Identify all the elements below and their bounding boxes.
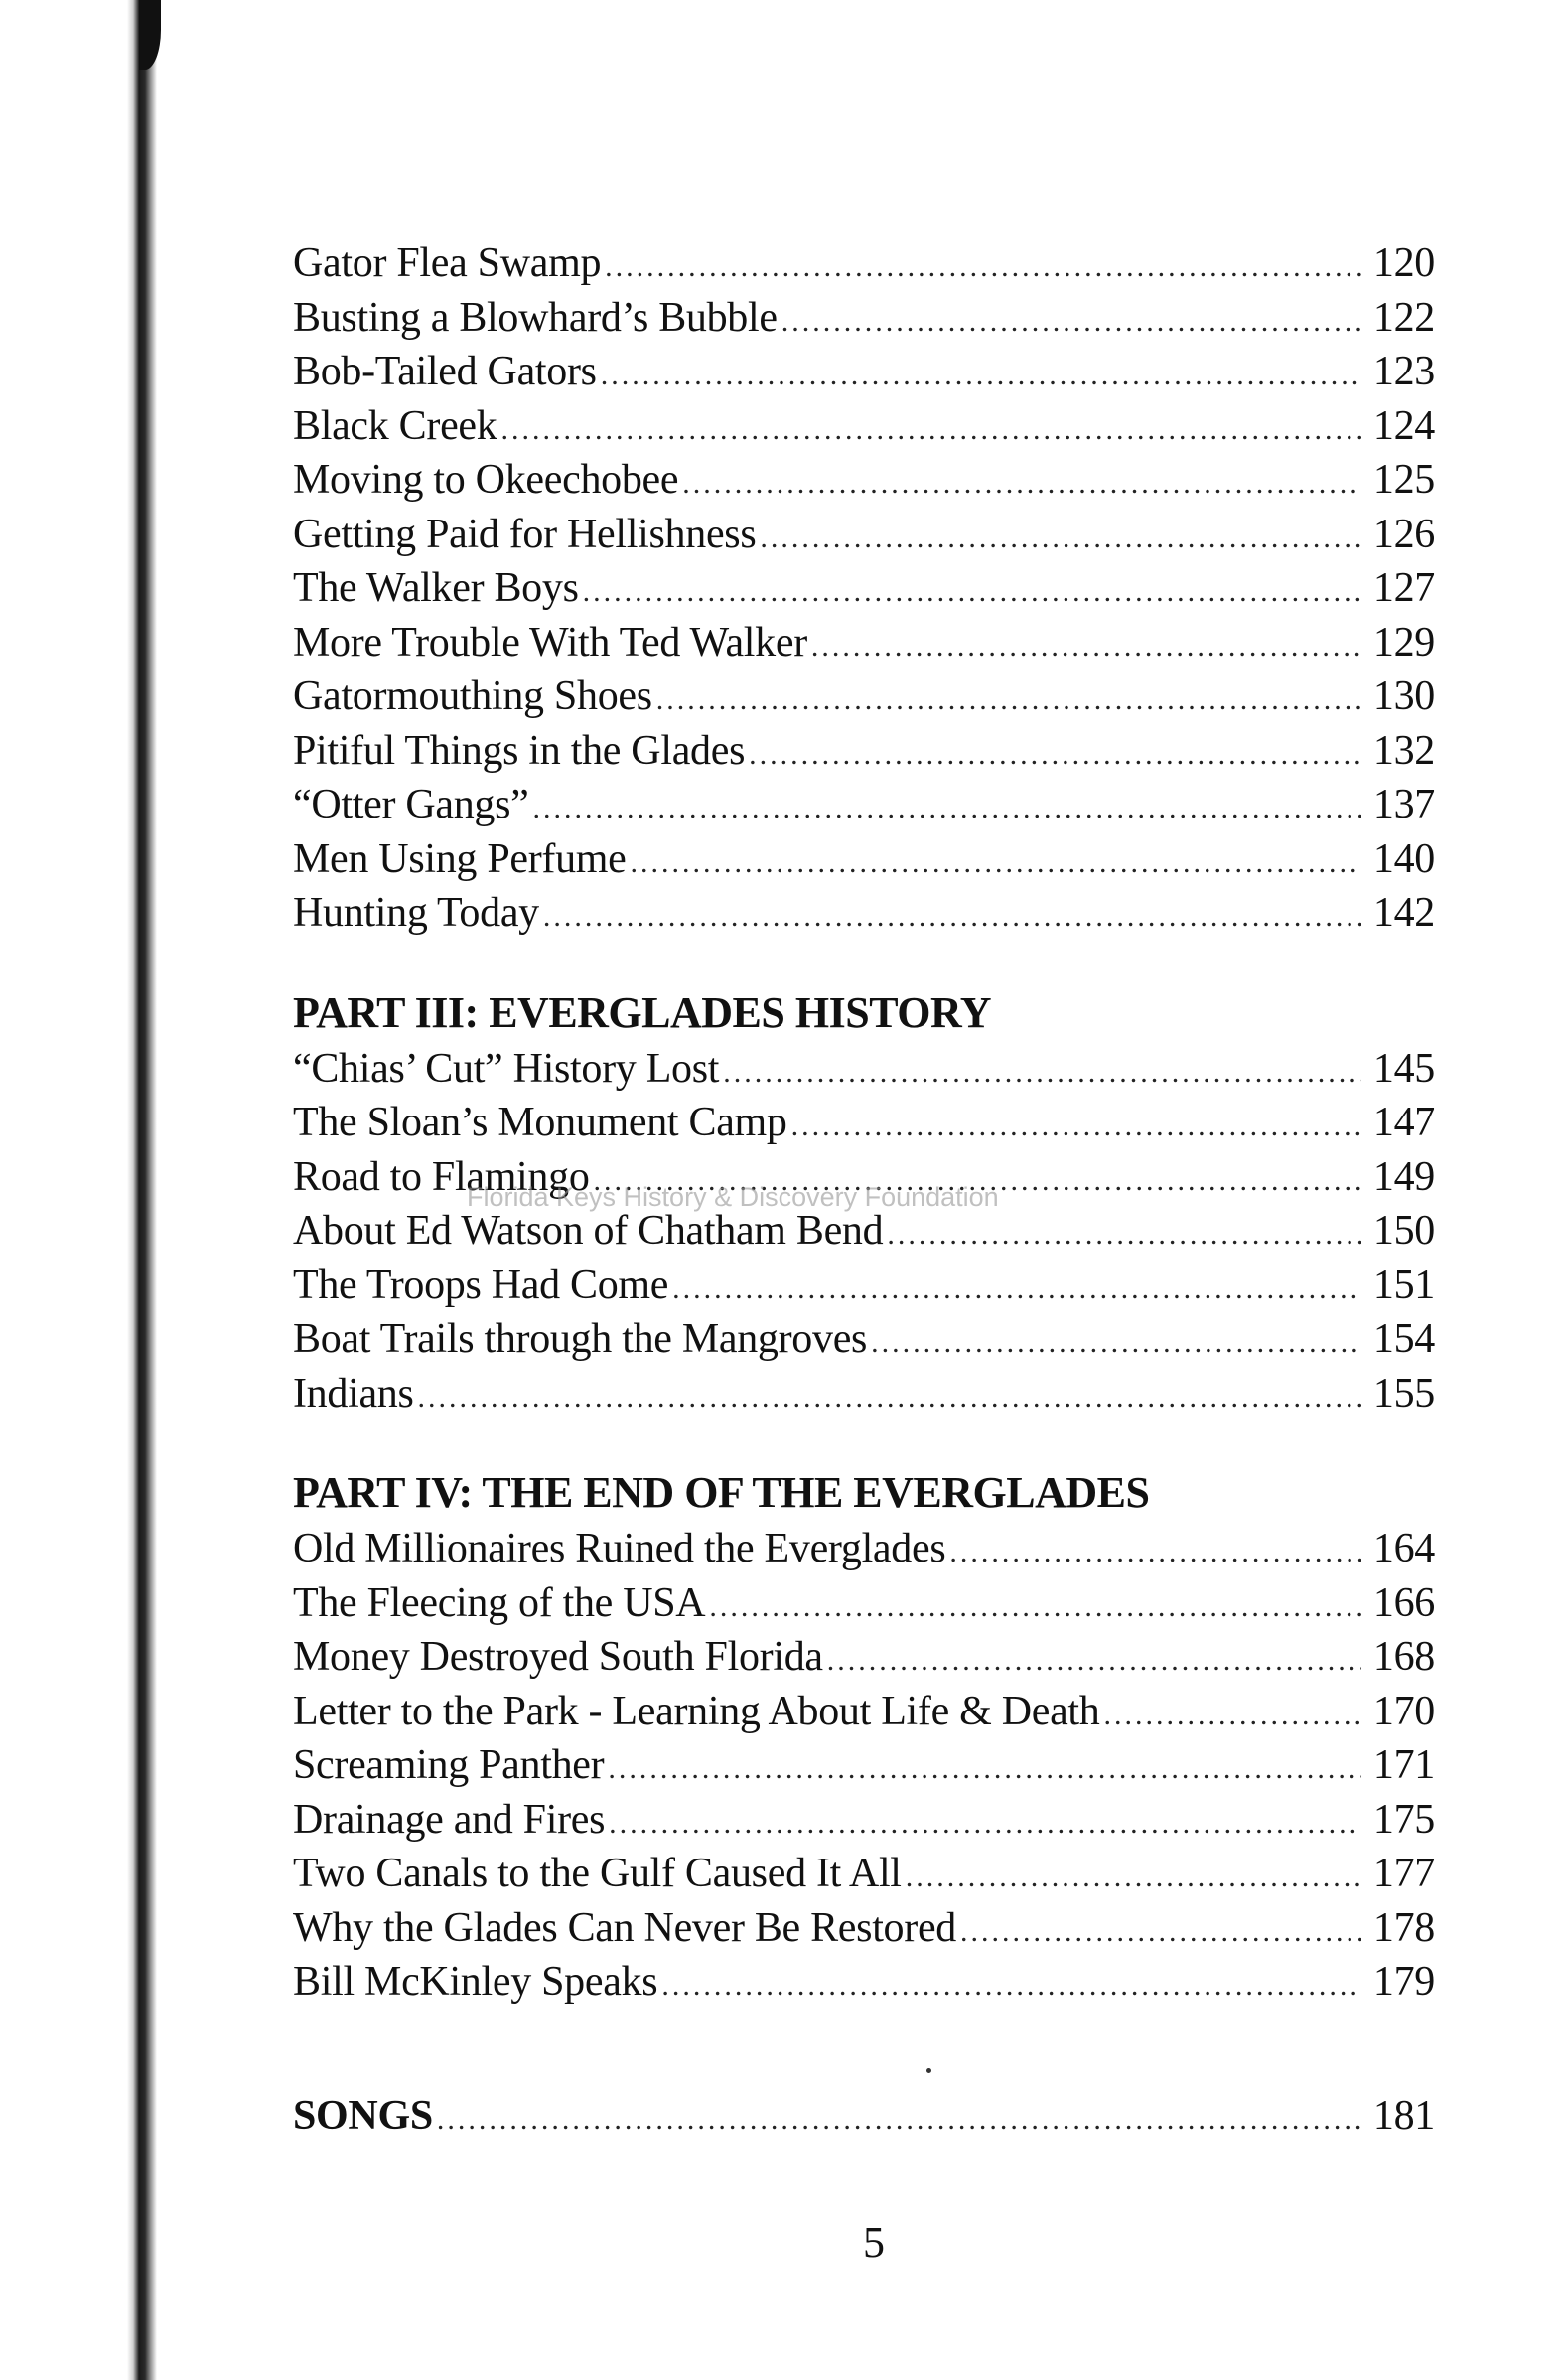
toc-entry (293, 1955, 1435, 2009)
toc-list-part-4 (293, 1522, 1435, 2009)
toc-entry-title: Gatormouthing Shoes (293, 673, 652, 719)
toc-entry-page: 130 (1372, 673, 1435, 719)
dot-leader (949, 1526, 1361, 1580)
toc-entry-page: 177 (1372, 1851, 1435, 1896)
toc-entry-page: 125 (1372, 457, 1435, 503)
toc-entry-title: Black Creek (293, 402, 497, 449)
toc-entry-page: 179 (1372, 1959, 1435, 2005)
dot-leader (500, 403, 1361, 458)
toc-entry-title: Drainage and Fires (293, 1796, 606, 1843)
dot-leader (661, 1959, 1361, 2013)
toc-entry-title: Bill McKinley Speaks (293, 1959, 658, 2005)
dot-leader (760, 512, 1361, 566)
toc-entry-title: Pitiful Things in the Glades (293, 727, 746, 774)
toc-entry-page: 137 (1372, 782, 1435, 827)
toc-entry (293, 1259, 1435, 1313)
dot-leader (583, 565, 1361, 620)
toc-entry-title: Getting Paid for Hellishness (293, 511, 757, 557)
toc-entry-title: Road to Flamingo (293, 1153, 590, 1200)
toc-entry (293, 453, 1435, 508)
toc-entry-title: Moving to Okeechobee (293, 457, 679, 503)
toc-entry (293, 669, 1435, 724)
toc-entry-title: The Fleecing of the USA (293, 1579, 706, 1626)
toc-entry (293, 236, 1435, 291)
toc-entry-title: Two Canals to the Gulf Caused It All (293, 1851, 902, 1896)
dot-leader (682, 457, 1361, 512)
dot-leader (709, 1580, 1361, 1635)
toc-entry (293, 886, 1435, 941)
toc-entry-title: The Sloan’s Monument Camp (293, 1100, 787, 1145)
toc-entry-page: 171 (1372, 1742, 1435, 1788)
dot-leader (811, 620, 1361, 674)
toc-entry-title: Letter to the Park - Learning About Life & Death (293, 1688, 1100, 1734)
toc-entry (293, 1847, 1435, 1901)
toc-entry-title: More Trouble With Ted Walker (293, 619, 807, 666)
toc-list-part-3 (293, 1042, 1435, 1421)
book-gutter-corner (139, 0, 161, 70)
dot-leader (871, 1316, 1361, 1371)
toc-entry-page: 124 (1372, 402, 1435, 449)
toc-entry-title: Money Destroyed South Florida (293, 1634, 823, 1680)
dot-leader (605, 240, 1361, 295)
toc-entry-title: Men Using Perfume (293, 835, 627, 882)
songs-title: SONGS (293, 2092, 433, 2139)
toc-entry (293, 1630, 1435, 1685)
toc-entry (293, 1738, 1435, 1793)
toc-entry (293, 1522, 1435, 1576)
toc-entry-title: The Troops Had Come (293, 1262, 669, 1308)
toc-entry-title: The Walker Boys (293, 565, 579, 611)
toc-entry-page: 140 (1372, 835, 1435, 882)
dot-leader (631, 836, 1361, 891)
toc-entry (293, 1793, 1435, 1848)
dot-leader (906, 1851, 1361, 1905)
toc-entry (293, 778, 1435, 832)
toc-entry-title: “Chias’ Cut” History Lost (293, 1045, 720, 1092)
toc-entry (293, 508, 1435, 562)
dot-leader (791, 1100, 1361, 1154)
toc-entry-title: “Otter Gangs” (293, 782, 529, 827)
toc-entry-songs (293, 2089, 1435, 2144)
dot-leader (782, 295, 1361, 350)
toc-entry (293, 1576, 1435, 1631)
toc-entry-page: 145 (1372, 1045, 1435, 1092)
toc-entry (293, 1901, 1435, 1956)
dot-leader (601, 349, 1361, 403)
toc-entry-page: 123 (1372, 349, 1435, 394)
dot-leader (608, 1742, 1361, 1797)
toc-entry-page: 178 (1372, 1904, 1435, 1951)
book-gutter-edge (127, 0, 157, 2380)
toc-entry (293, 1312, 1435, 1367)
toc-entry (293, 1367, 1435, 1421)
toc-entry-title: About Ed Watson of Chatham Bend (293, 1208, 884, 1254)
toc-entry-page: 147 (1372, 1100, 1435, 1145)
toc-entry-page: 150 (1372, 1208, 1435, 1254)
toc-entry (293, 1685, 1435, 1739)
toc-entry-page: 127 (1372, 565, 1435, 611)
dot-leader (1104, 1689, 1362, 1743)
dot-leader (723, 1046, 1361, 1101)
toc-entry (293, 724, 1435, 779)
toc-entry (293, 291, 1435, 346)
toc-entry-title: Gator Flea Swamp (293, 240, 602, 286)
part-4-heading: PART IV: THE END OF THE EVERGLADES (293, 1468, 1150, 1517)
toc-entry (293, 616, 1435, 670)
toc-entry-title: Hunting Today (293, 890, 539, 936)
dot-leader (960, 1905, 1361, 1960)
toc-entry (293, 1042, 1435, 1097)
dot-leader (656, 673, 1361, 728)
toc-entry-page: 155 (1372, 1370, 1435, 1416)
songs-page: 181 (1372, 2092, 1435, 2139)
toc-entry-page: 166 (1372, 1579, 1435, 1626)
toc-entry-page: 126 (1372, 511, 1435, 557)
toc-entry-title: Screaming Panther (293, 1742, 605, 1788)
toc-entry-title: Why the Glades Can Never Be Restored (293, 1904, 956, 1951)
toc-list-part-2-continued (293, 236, 1435, 941)
part-3-heading: PART III: EVERGLADES HISTORY (293, 987, 991, 1037)
watermark: Florida Keys History & Discovery Foundation (467, 1182, 999, 1212)
toc-entry (293, 832, 1435, 887)
toc-entry-page: 164 (1372, 1526, 1435, 1571)
page-number: 5 (863, 2218, 885, 2267)
dot-leader (533, 782, 1362, 836)
toc-entry-title: Indians (293, 1370, 414, 1416)
toc-entry-page: 132 (1372, 727, 1435, 774)
toc-entry-page: 175 (1372, 1796, 1435, 1843)
toc-entry-page: 151 (1372, 1262, 1435, 1308)
dot-leader (672, 1263, 1361, 1317)
toc-entry-page: 154 (1372, 1316, 1435, 1362)
toc-entry-page: 170 (1372, 1688, 1435, 1734)
toc-entry (293, 399, 1435, 454)
toc-entry-page: 168 (1372, 1634, 1435, 1680)
toc-entry-page: 149 (1372, 1153, 1435, 1200)
scan-speck (926, 2068, 931, 2073)
toc-entry (293, 561, 1435, 616)
toc-entry-title: Busting a Blowhard’s Bubble (293, 294, 778, 341)
dot-leader (418, 1371, 1361, 1425)
dot-leader (609, 1797, 1361, 1852)
toc-entry-page: 129 (1372, 619, 1435, 666)
toc-entry-title: Old Millionaires Ruined the Everglades (293, 1526, 946, 1571)
dot-leader (887, 1208, 1361, 1263)
toc-entry-page: 120 (1372, 240, 1435, 286)
dot-leader (543, 890, 1361, 945)
toc-entry (293, 1096, 1435, 1150)
toc-entry-title: Boat Trails through the Mangroves (293, 1316, 868, 1362)
toc-entry (293, 345, 1435, 399)
dot-leader (437, 2093, 1361, 2148)
toc-entry-page: 122 (1372, 294, 1435, 341)
dot-leader (749, 728, 1361, 783)
toc-entry-title: Bob-Tailed Gators (293, 349, 597, 394)
dot-leader (827, 1634, 1361, 1689)
toc-entry-page: 142 (1372, 890, 1435, 936)
